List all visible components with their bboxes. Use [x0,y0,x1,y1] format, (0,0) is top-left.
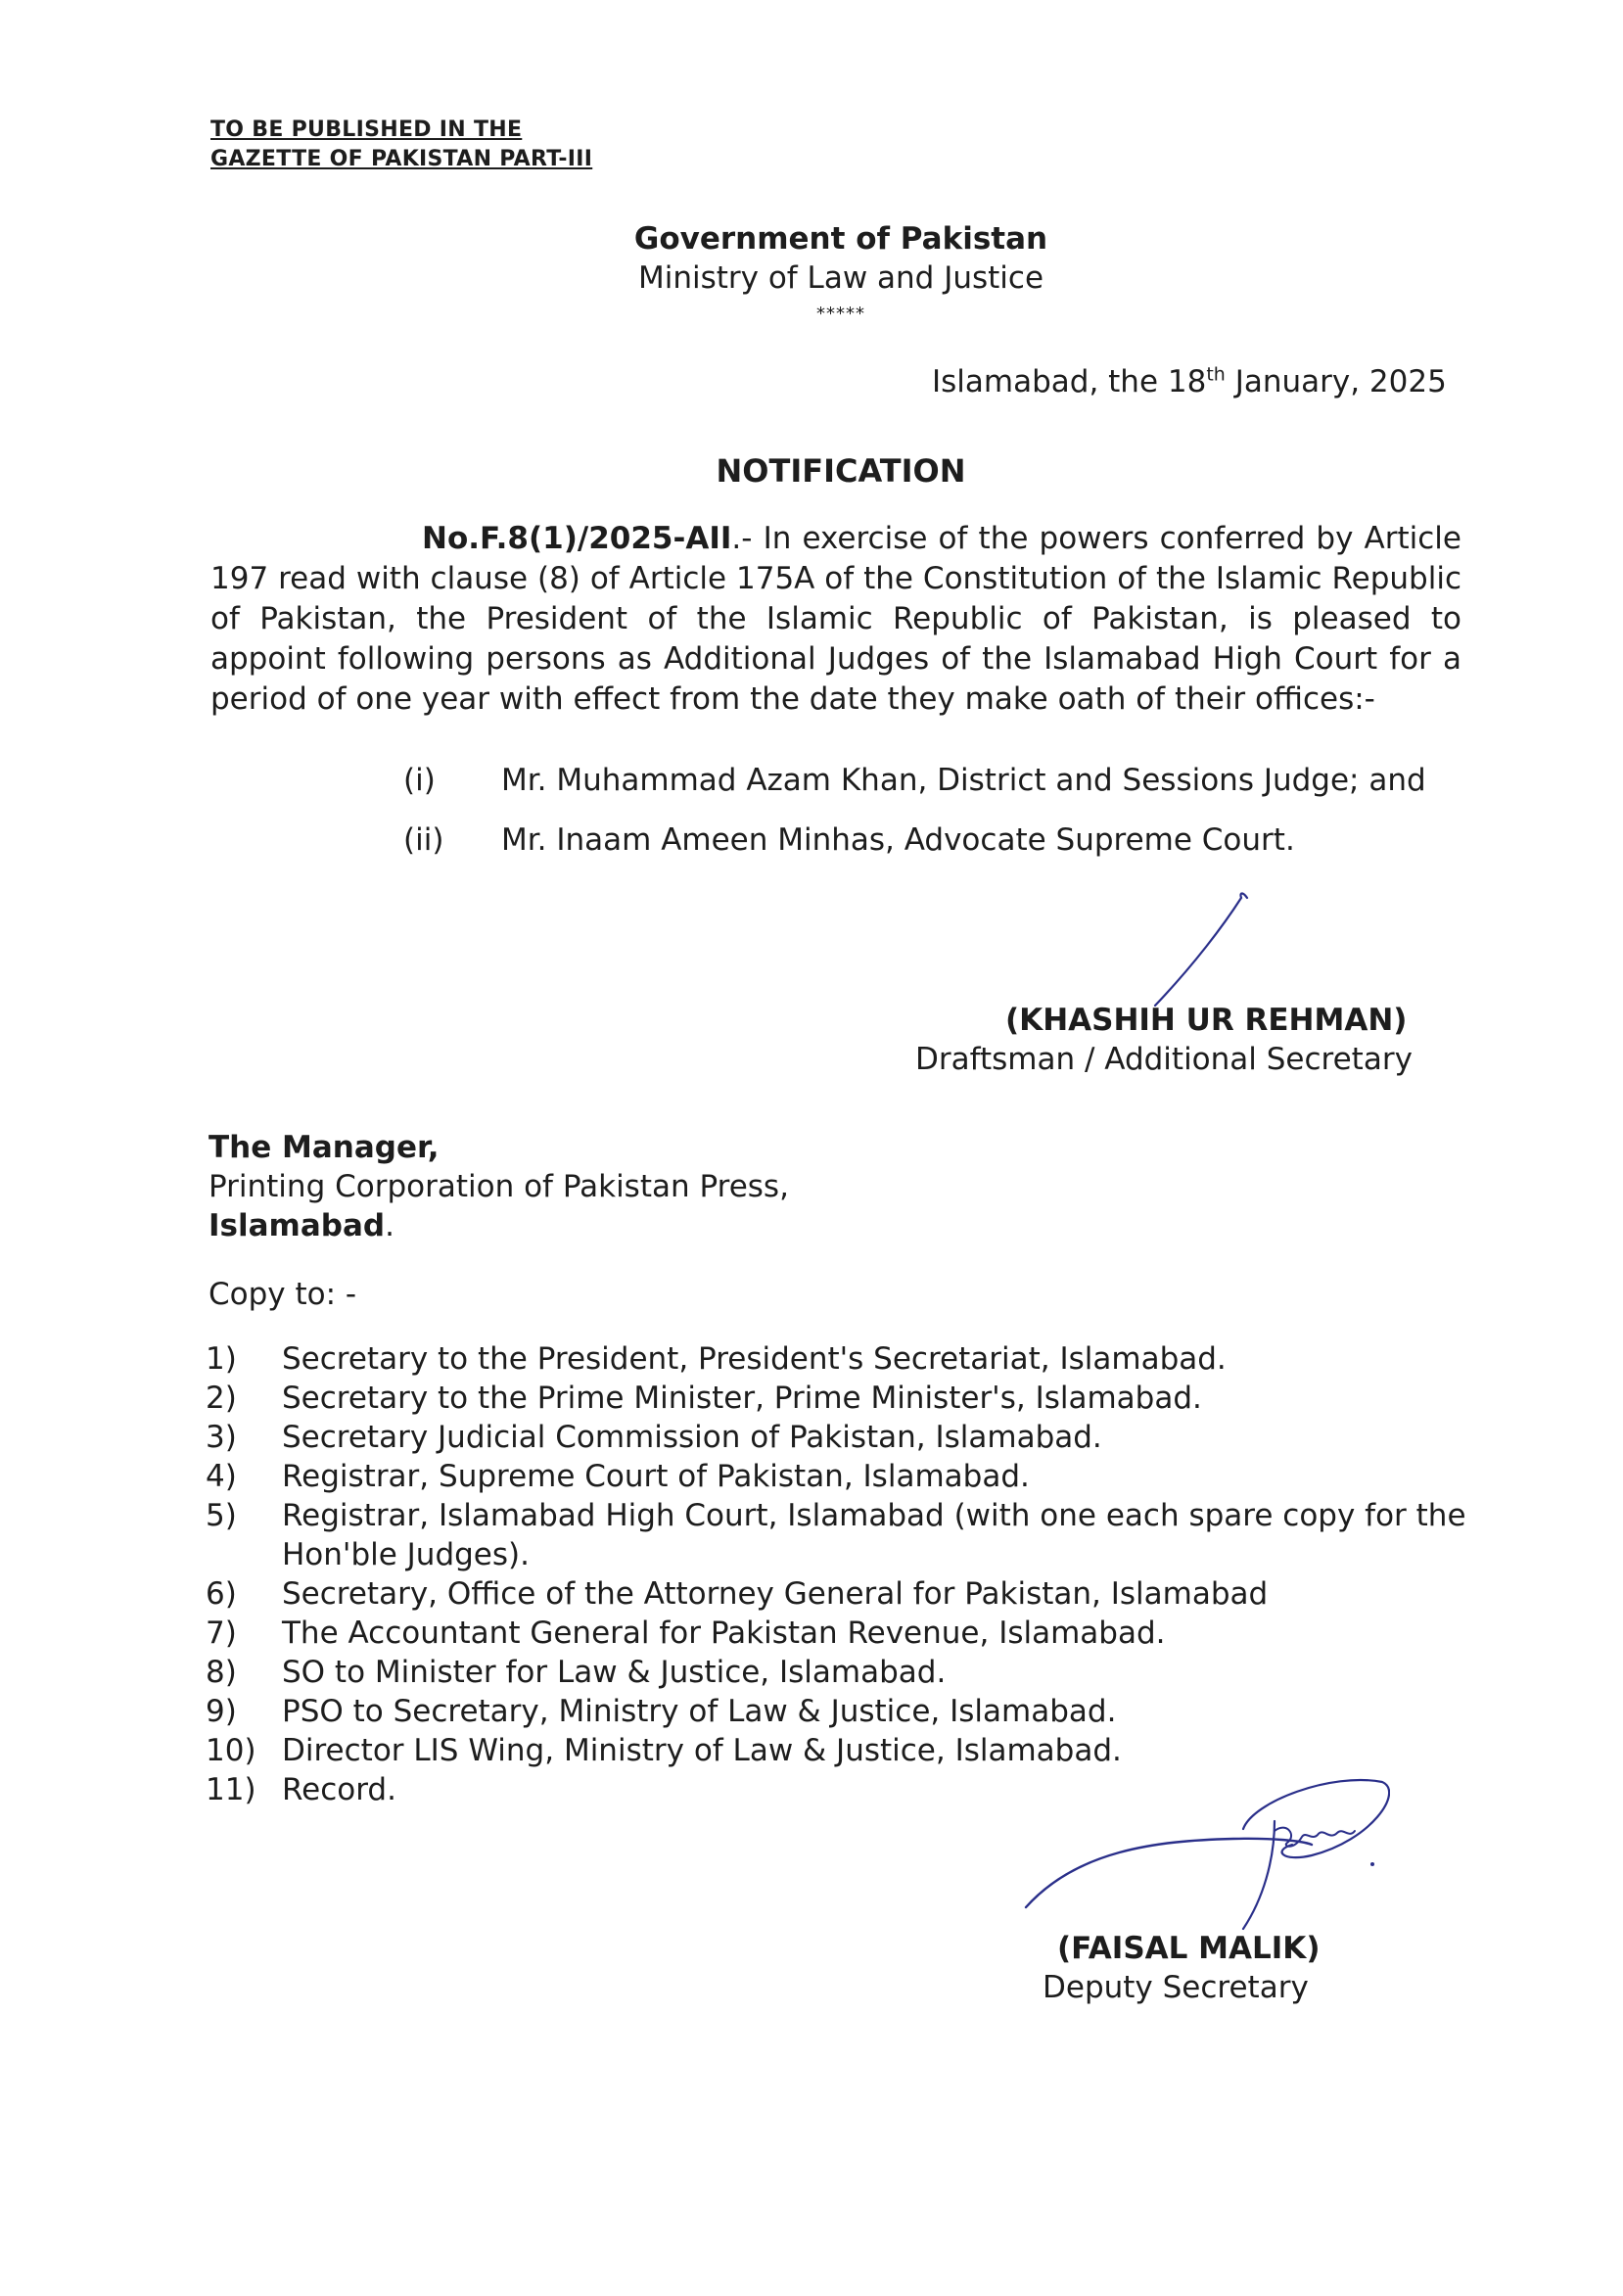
notification-text: .- In exercise of the powers conferred by Article 197 read with clause (8) of Article 175A of the Constitution of the Islamic Republic of Pakistan, the President of the Islamic Republic of Pakistan, is pleased to appoint following persons as Additional Judges of the Islamabad High Court for a period of one year with effect from the date they make oath of their offices:- [210,521,1461,717]
addressee-line-2: Printing Corporation of Pakistan Press, [209,1169,789,1204]
signatory-1-title: Draftsman / Additional Secretary [915,1042,1413,1077]
copy-item-text: Registrar, Supreme Court of Pakistan, Islamabad. [282,1459,1030,1494]
date-prefix: Islamabad, the 18 [932,364,1207,399]
copy-item-number: 11) [206,1772,256,1807]
addressee-city-period: . [385,1208,394,1243]
copy-item-text: Director LIS Wing, Ministry of Law & Justice, Islamabad. [282,1733,1122,1768]
copy-item-text: The Accountant General for Pakistan Revenue, Islamabad. [282,1616,1166,1651]
addressee-line-3 [209,1206,394,1245]
notification-number: No.F.8(1)/2025-AII [422,521,732,556]
copy-item-text: Secretary Judicial Commission of Pakistan, Islamabad. [282,1420,1102,1455]
copy-item-text: Secretary to the President, President's Secretariat, Islamabad. [282,1341,1227,1377]
copy-item-text: Registrar, Islamabad High Court, Islamabad (with one each spare copy for the Hon'ble Judges). [282,1498,1466,1572]
addressee-line-1: The Manager, [209,1130,440,1165]
issue-date [932,364,1447,399]
copy-item-number: 9) [206,1694,237,1729]
copy-item [206,1614,1478,1653]
copy-item-number: 2) [206,1381,237,1416]
appointee-2-text: Mr. Inaam Ameen Minhas, Advocate Supreme Court. [501,822,1295,858]
appointee-2-number: (ii) [403,822,444,858]
copy-item-number: 5) [206,1498,237,1533]
notification-body [210,519,1461,720]
copy-item [206,1457,1478,1496]
copy-item-text: Secretary, Office of the Attorney General for Pakistan, Islamabad [282,1576,1269,1612]
signatory-2-title: Deputy Secretary [1043,1970,1309,2005]
copy-item-number: 4) [206,1459,237,1494]
copy-item [206,1496,1478,1574]
copy-list [206,1339,1478,1809]
appointee-1 [403,761,1480,801]
copy-item-number: 7) [206,1616,237,1651]
signature-1-mark [1145,886,1263,1013]
addressee-city: Islamabad [209,1208,386,1243]
gazette-line-2: GAZETTE OF PAKISTAN PART-III [210,147,593,171]
gazette-notice [210,116,592,174]
copy-item [206,1653,1478,1692]
copy-item-number: 3) [206,1420,237,1455]
copy-item-number: 10) [206,1733,256,1768]
copy-item-number: 1) [206,1341,237,1377]
appointee-2 [403,820,1480,861]
copy-item [206,1379,1478,1418]
gazette-line-1: TO BE PUBLISHED IN THE [210,117,523,142]
copy-to-label: Copy to: - [209,1277,357,1312]
signature-2-mark [1018,1762,1390,1948]
signatory-1-name: (KHASHIH UR REHMAN) [1005,1003,1408,1038]
date-suffix: January, 2025 [1225,364,1447,399]
stars-divider: ***** [816,304,865,324]
copy-item-number: 8) [206,1655,237,1690]
notification-title: NOTIFICATION [716,452,966,490]
signatory-2-name: (FAISAL MALIK) [1057,1931,1321,1966]
copy-item [206,1574,1478,1614]
copy-item-text: Secretary to the Prime Minister, Prime Minister's, Islamabad. [282,1381,1202,1416]
appointee-1-number: (i) [403,763,436,798]
date-ordinal: th [1206,363,1226,386]
ministry-heading: Ministry of Law and Justice [637,260,1044,296]
copy-item [206,1418,1478,1457]
copy-item-text: PSO to Secretary, Ministry of Law & Justice, Islamabad. [282,1694,1117,1729]
copy-item [206,1339,1478,1379]
appointee-1-text: Mr. Muhammad Azam Khan, District and Sessions Judge; and [501,763,1426,798]
copy-item-text: SO to Minister for Law & Justice, Islamabad. [282,1655,947,1690]
copy-item [206,1692,1478,1731]
government-heading: Government of Pakistan [633,221,1048,257]
copy-item-number: 6) [206,1576,237,1612]
copy-item-text: Record. [282,1772,396,1807]
